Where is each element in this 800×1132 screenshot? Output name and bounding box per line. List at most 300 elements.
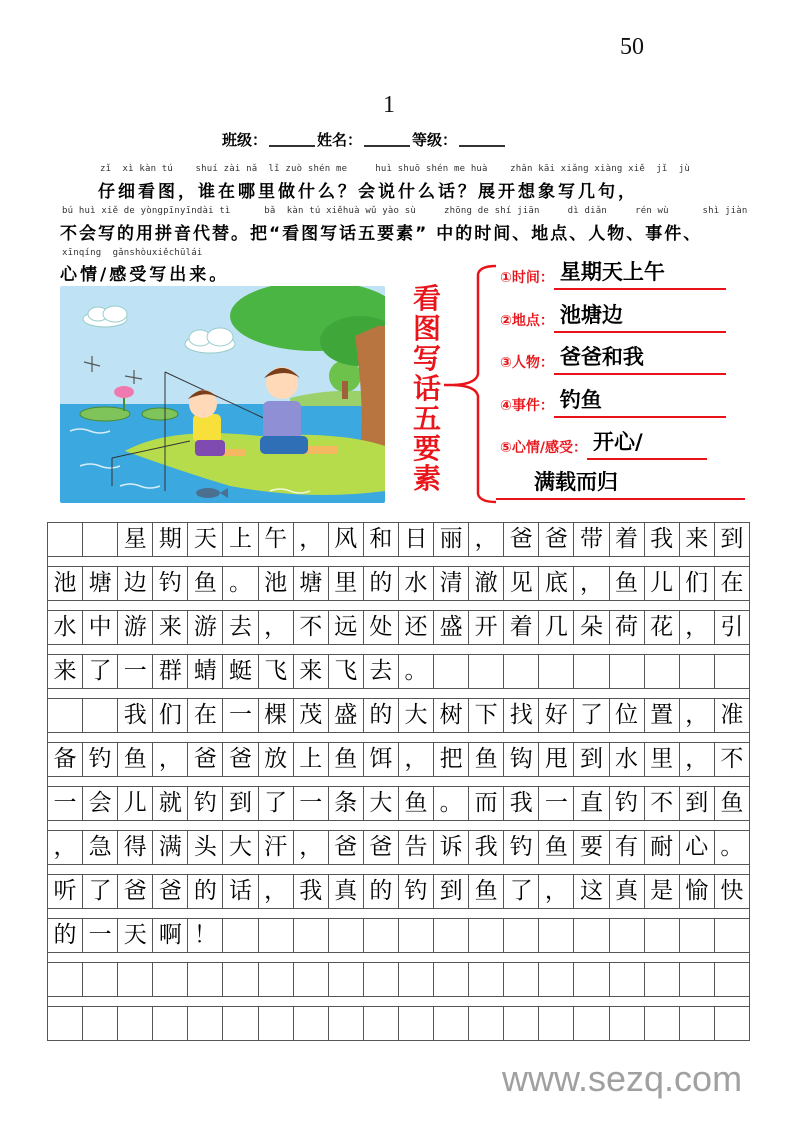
- grid-cell[interactable]: [714, 1007, 750, 1040]
- time-label: ①时间：: [500, 270, 554, 286]
- grid-cell[interactable]: 而: [468, 787, 503, 820]
- grid-cell[interactable]: 来: [293, 655, 328, 688]
- grid-row-gap: [47, 953, 750, 962]
- grid-cell[interactable]: [573, 1007, 608, 1040]
- grid-row: [47, 654, 750, 689]
- grid-cell[interactable]: 中: [82, 611, 117, 644]
- grid-cell[interactable]: 诉: [433, 831, 468, 864]
- grid-cell[interactable]: 日: [398, 523, 433, 556]
- grid-row: [47, 830, 750, 865]
- grid-cell[interactable]: [47, 699, 82, 732]
- grid-cell[interactable]: [222, 963, 257, 996]
- grid-cell[interactable]: ，: [293, 831, 328, 864]
- grid-cell[interactable]: [433, 655, 468, 688]
- event-label: ④事件：: [500, 398, 554, 414]
- grid-cell[interactable]: 儿: [117, 787, 152, 820]
- grid-cell[interactable]: 心: [679, 831, 714, 864]
- grid-cell[interactable]: [293, 919, 328, 952]
- grid-cell[interactable]: [538, 919, 573, 952]
- grade-blank[interactable]: [459, 144, 505, 147]
- grid-cell[interactable]: 和: [363, 523, 398, 556]
- grid-row-gap: [47, 645, 750, 654]
- grid-cell[interactable]: 快: [714, 875, 750, 908]
- grid-cell[interactable]: 置: [644, 699, 679, 732]
- grid-row-gap: [47, 909, 750, 918]
- element-event: [500, 386, 726, 418]
- grid-cell[interactable]: [644, 919, 679, 952]
- grid-cell[interactable]: 条: [328, 787, 363, 820]
- grid-cell[interactable]: [714, 919, 750, 952]
- grid-cell[interactable]: [468, 1007, 503, 1040]
- grid-cell[interactable]: 鱼: [714, 787, 750, 820]
- grid-cell[interactable]: ，: [293, 523, 328, 556]
- grid-cell[interactable]: 水: [398, 567, 433, 600]
- grid-cell[interactable]: 告: [398, 831, 433, 864]
- grid-cell[interactable]: 准: [714, 699, 750, 732]
- feeling-label: ⑤心情/感受：: [500, 440, 587, 456]
- grid-cell[interactable]: [503, 919, 538, 952]
- grid-cell[interactable]: 不: [293, 611, 328, 644]
- grid-cell[interactable]: 带: [573, 523, 608, 556]
- grid-cell[interactable]: 汗: [258, 831, 293, 864]
- grid-cell[interactable]: 一: [117, 655, 152, 688]
- grid-cell[interactable]: 棵: [258, 699, 293, 732]
- event-answer-line[interactable]: [554, 386, 726, 418]
- grid-cell[interactable]: 鱼: [609, 567, 644, 600]
- grid-cell[interactable]: 放: [258, 743, 293, 776]
- grid-cell[interactable]: 还: [398, 611, 433, 644]
- grid-cell[interactable]: 耐: [644, 831, 679, 864]
- grid-cell[interactable]: 就: [152, 787, 187, 820]
- grid-cell[interactable]: 儿: [644, 567, 679, 600]
- class-blank[interactable]: [269, 144, 315, 147]
- name-label: 姓名：: [317, 131, 363, 149]
- grid-cell[interactable]: [679, 963, 714, 996]
- grid-cell[interactable]: [468, 655, 503, 688]
- grid-cell[interactable]: 天: [187, 523, 222, 556]
- grid-cell[interactable]: [573, 655, 608, 688]
- grid-cell[interactable]: 鱼: [538, 831, 573, 864]
- grid-cell[interactable]: 鱼: [468, 743, 503, 776]
- grid-cell[interactable]: 。: [714, 831, 750, 864]
- grid-cell[interactable]: [433, 919, 468, 952]
- grid-cell[interactable]: 开: [468, 611, 503, 644]
- grid-cell[interactable]: [538, 655, 573, 688]
- grid-cell[interactable]: ，: [258, 875, 293, 908]
- grid-cell[interactable]: [398, 919, 433, 952]
- grid-cell[interactable]: 期: [152, 523, 187, 556]
- grid-cell[interactable]: 爸: [328, 831, 363, 864]
- grid-cell[interactable]: 一: [47, 787, 82, 820]
- grid-cell[interactable]: [468, 963, 503, 996]
- grid-cell[interactable]: 满: [152, 831, 187, 864]
- grid-cell[interactable]: [573, 963, 608, 996]
- grid-cell[interactable]: 塘: [293, 567, 328, 600]
- grid-cell[interactable]: [433, 963, 468, 996]
- grid-cell[interactable]: 游: [117, 611, 152, 644]
- grid-cell[interactable]: 急: [82, 831, 117, 864]
- grid-cell[interactable]: 钓: [82, 743, 117, 776]
- grid-cell[interactable]: 茂: [293, 699, 328, 732]
- grid-cell[interactable]: [679, 1007, 714, 1040]
- grid-row-gap: [47, 821, 750, 830]
- grid-cell[interactable]: [47, 523, 82, 556]
- grid-cell[interactable]: 有: [609, 831, 644, 864]
- watermark: www.sezq.com: [502, 1058, 743, 1099]
- grid-cell[interactable]: 着: [503, 611, 538, 644]
- grid-cell[interactable]: ，: [47, 831, 82, 864]
- grid-cell[interactable]: ，: [398, 743, 433, 776]
- grid-row-gap: [47, 997, 750, 1006]
- element-feeling-continued: [496, 468, 745, 500]
- grid-cell[interactable]: [82, 963, 117, 996]
- grid-cell[interactable]: ，: [468, 523, 503, 556]
- grid-cell[interactable]: 一: [82, 919, 117, 952]
- grid-cell[interactable]: 了: [258, 787, 293, 820]
- grid-cell[interactable]: ，: [573, 567, 608, 600]
- grid-cell[interactable]: [117, 1007, 152, 1040]
- fishing-illustration: [60, 286, 385, 503]
- grid-cell[interactable]: [714, 963, 750, 996]
- grid-cell[interactable]: 钓: [609, 787, 644, 820]
- feeling-answer-line-2[interactable]: [496, 468, 745, 500]
- grid-cell[interactable]: 群: [152, 655, 187, 688]
- grid-cell[interactable]: [328, 1007, 363, 1040]
- grid-cell[interactable]: 到: [573, 743, 608, 776]
- instruction-text-3: 心情/感受写出来。: [60, 265, 230, 285]
- grid-cell[interactable]: ，: [679, 699, 714, 732]
- grid-cell[interactable]: 几: [538, 611, 573, 644]
- grid-row: [47, 1006, 750, 1041]
- place-answer-line[interactable]: [554, 301, 726, 333]
- grid-cell[interactable]: 直: [573, 787, 608, 820]
- grid-cell[interactable]: [503, 655, 538, 688]
- page-number: 50: [620, 34, 644, 60]
- grid-cell[interactable]: 游: [187, 611, 222, 644]
- instruction-pinyin-1: zǐ xì kàn tú shuí zài nǎ lǐ zuò shén me huì shuō shén me huà zhǎn kāi xiǎng xiàng xiě jǐ jù: [100, 164, 690, 174]
- time-value: 星期天上午: [559, 260, 665, 284]
- grid-cell[interactable]: 鱼: [187, 567, 222, 600]
- event-value: 钓鱼: [559, 388, 602, 412]
- grid-cell[interactable]: [503, 1007, 538, 1040]
- grid-cell[interactable]: 们: [679, 567, 714, 600]
- grid-cell[interactable]: [679, 919, 714, 952]
- grid-cell[interactable]: [644, 1007, 679, 1040]
- grid-cell[interactable]: 愉: [679, 875, 714, 908]
- grid-cell[interactable]: [258, 919, 293, 952]
- grid-cell[interactable]: 到: [433, 875, 468, 908]
- grid-cell[interactable]: 边: [117, 567, 152, 600]
- grid-cell[interactable]: [152, 1007, 187, 1040]
- grid-cell[interactable]: [187, 963, 222, 996]
- grid-cell[interactable]: [538, 963, 573, 996]
- element-feeling: [500, 428, 707, 460]
- grid-cell[interactable]: 了: [503, 875, 538, 908]
- place-label: ②地点：: [500, 313, 554, 329]
- grid-cell[interactable]: [398, 1007, 433, 1040]
- title-char: 要: [412, 432, 441, 465]
- grid-cell[interactable]: 盛: [328, 699, 363, 732]
- grid-cell[interactable]: 爸: [117, 875, 152, 908]
- grid-cell[interactable]: ，: [152, 743, 187, 776]
- grid-cell[interactable]: 飞: [258, 655, 293, 688]
- instruction-pinyin-2: bú huì xiě de yòngpīnyīndài tì bǎ kàn tú xiěhuà wǔ yào sù zhōng de shí jiān dì diǎn rén wù shì jiàn: [62, 206, 748, 216]
- grid-cell[interactable]: [293, 1007, 328, 1040]
- grid-cell[interactable]: 到: [714, 523, 750, 556]
- grid-cell[interactable]: 星: [117, 523, 152, 556]
- place-value: 池塘边: [559, 303, 623, 327]
- grid-cell[interactable]: 鱼: [117, 743, 152, 776]
- grid-cell[interactable]: 爸: [538, 523, 573, 556]
- grid-cell[interactable]: ，: [258, 611, 293, 644]
- grid-cell[interactable]: 真: [609, 875, 644, 908]
- grid-cell[interactable]: 来: [679, 523, 714, 556]
- grid-cell[interactable]: 在: [187, 699, 222, 732]
- grid-cell[interactable]: 大: [222, 831, 257, 864]
- grid-cell[interactable]: 爸: [503, 523, 538, 556]
- grid-cell[interactable]: 饵: [363, 743, 398, 776]
- grid-cell[interactable]: [609, 655, 644, 688]
- feeling-value: 开心/: [592, 430, 643, 454]
- grid-cell[interactable]: 的: [187, 875, 222, 908]
- grid-cell[interactable]: [47, 963, 82, 996]
- grid-row-gap: [47, 689, 750, 698]
- people-label: ③人物：: [500, 355, 554, 371]
- grid-cell[interactable]: 我: [293, 875, 328, 908]
- grid-cell[interactable]: 要: [573, 831, 608, 864]
- grid-cell[interactable]: 着: [609, 523, 644, 556]
- people-answer-line[interactable]: [554, 343, 726, 375]
- grid-cell[interactable]: 天: [117, 919, 152, 952]
- class-label: 班级：: [222, 131, 268, 149]
- feeling-value-2: 满载而归: [534, 470, 618, 494]
- grid-cell[interactable]: [222, 919, 257, 952]
- grid-cell[interactable]: 到: [222, 787, 257, 820]
- grid-cell[interactable]: 爸: [187, 743, 222, 776]
- grid-cell[interactable]: 引: [714, 611, 750, 644]
- grid-cell[interactable]: [117, 963, 152, 996]
- grid-cell[interactable]: 一: [293, 787, 328, 820]
- grid-cell[interactable]: 是: [644, 875, 679, 908]
- grid-cell[interactable]: 把: [433, 743, 468, 776]
- grid-row: [47, 874, 750, 909]
- grid-cell[interactable]: [468, 919, 503, 952]
- grid-cell[interactable]: [363, 963, 398, 996]
- grid-cell[interactable]: [293, 963, 328, 996]
- grid-cell[interactable]: 在: [714, 567, 750, 600]
- grid-cell[interactable]: ！: [187, 919, 222, 952]
- grid-row: [47, 786, 750, 821]
- grid-cell[interactable]: 的: [363, 875, 398, 908]
- grid-cell[interactable]: 爸: [363, 831, 398, 864]
- grid-cell[interactable]: 不: [644, 787, 679, 820]
- grid-cell[interactable]: 啊: [152, 919, 187, 952]
- grid-cell[interactable]: 塘: [82, 567, 117, 600]
- grid-cell[interactable]: 处: [363, 611, 398, 644]
- grid-row-gap: [47, 557, 750, 566]
- grid-cell[interactable]: 找: [503, 699, 538, 732]
- grid-cell[interactable]: 甩: [538, 743, 573, 776]
- time-answer-line[interactable]: [554, 258, 726, 290]
- grid-cell[interactable]: 的: [363, 567, 398, 600]
- grid-cell[interactable]: [82, 523, 117, 556]
- grid-cell[interactable]: 蜓: [222, 655, 257, 688]
- grid-cell[interactable]: 来: [47, 655, 82, 688]
- grid-row: [47, 742, 750, 777]
- grid-row: [47, 918, 750, 953]
- grid-cell[interactable]: 会: [82, 787, 117, 820]
- grid-cell[interactable]: 水: [47, 611, 82, 644]
- grid-cell[interactable]: ，: [538, 875, 573, 908]
- grid-cell[interactable]: 真: [328, 875, 363, 908]
- grid-cell[interactable]: 到: [679, 787, 714, 820]
- grid-cell[interactable]: 了: [573, 699, 608, 732]
- grid-cell[interactable]: 爸: [152, 875, 187, 908]
- grid-cell[interactable]: 风: [328, 523, 363, 556]
- grid-cell[interactable]: 池: [47, 567, 82, 600]
- grid-row: [47, 566, 750, 601]
- grid-cell[interactable]: 澈: [468, 567, 503, 600]
- grid-cell[interactable]: 位: [609, 699, 644, 732]
- grid-cell[interactable]: 水: [609, 743, 644, 776]
- grid-cell[interactable]: 鱼: [468, 875, 503, 908]
- grid-cell[interactable]: 一: [538, 787, 573, 820]
- grid-cell[interactable]: ，: [679, 743, 714, 776]
- grid-cell[interactable]: 清: [433, 567, 468, 600]
- grid-cell[interactable]: 午: [258, 523, 293, 556]
- grid-row: [47, 522, 750, 557]
- grid-cell[interactable]: [398, 963, 433, 996]
- grid-cell[interactable]: 大: [363, 787, 398, 820]
- grid-cell[interactable]: [328, 919, 363, 952]
- grid-cell[interactable]: [609, 963, 644, 996]
- grid-cell[interactable]: 钓: [503, 831, 538, 864]
- grid-cell[interactable]: 荷: [609, 611, 644, 644]
- grid-cell[interactable]: [47, 1007, 82, 1040]
- grid-cell[interactable]: [82, 699, 117, 732]
- grid-cell[interactable]: 上: [222, 523, 257, 556]
- grid-cell[interactable]: 池: [258, 567, 293, 600]
- curly-brace-icon: [440, 262, 500, 511]
- grid-cell[interactable]: 我: [503, 787, 538, 820]
- grid-cell[interactable]: [503, 963, 538, 996]
- grid-row-gap: [47, 865, 750, 874]
- grid-cell[interactable]: [363, 919, 398, 952]
- grid-cell[interactable]: 我: [644, 523, 679, 556]
- grid-cell[interactable]: 一: [222, 699, 257, 732]
- grid-cell[interactable]: 丽: [433, 523, 468, 556]
- grid-cell[interactable]: 爸: [222, 743, 257, 776]
- grid-cell[interactable]: 。: [222, 567, 257, 600]
- element-place: [500, 301, 726, 333]
- grid-cell[interactable]: 不: [714, 743, 750, 776]
- grid-cell[interactable]: 朵: [573, 611, 608, 644]
- grid-cell[interactable]: [609, 1007, 644, 1040]
- grid-cell[interactable]: 钩: [503, 743, 538, 776]
- grid-cell[interactable]: 。: [398, 655, 433, 688]
- grid-cell[interactable]: 盛: [433, 611, 468, 644]
- grid-cell[interactable]: 大: [398, 699, 433, 732]
- grid-cell[interactable]: 好: [538, 699, 573, 732]
- element-people: [500, 343, 726, 375]
- feeling-answer-line[interactable]: [587, 428, 707, 460]
- grid-cell[interactable]: [82, 1007, 117, 1040]
- grid-cell[interactable]: 的: [47, 919, 82, 952]
- grid-cell[interactable]: 下: [468, 699, 503, 732]
- grid-cell[interactable]: [609, 919, 644, 952]
- grid-cell[interactable]: 听: [47, 875, 82, 908]
- instruction-text-1: 仔细看图，谁在哪里做什么？会说什么话？展开想象写几句，: [98, 182, 638, 202]
- grid-cell[interactable]: 鱼: [328, 743, 363, 776]
- grid-cell[interactable]: [363, 1007, 398, 1040]
- grid-cell[interactable]: 树: [433, 699, 468, 732]
- grid-cell[interactable]: 见: [503, 567, 538, 600]
- grid-cell[interactable]: 里: [328, 567, 363, 600]
- grid-cell[interactable]: 了: [82, 875, 117, 908]
- grid-cell[interactable]: [328, 963, 363, 996]
- grid-cell[interactable]: [187, 1007, 222, 1040]
- grid-cell[interactable]: 话: [222, 875, 257, 908]
- grid-cell[interactable]: 钓: [152, 567, 187, 600]
- grid-cell[interactable]: [258, 1007, 293, 1040]
- grid-cell[interactable]: 鱼: [398, 787, 433, 820]
- grid-cell[interactable]: [714, 655, 750, 688]
- grid-cell[interactable]: 飞: [328, 655, 363, 688]
- grid-cell[interactable]: [258, 963, 293, 996]
- grid-cell[interactable]: 钓: [187, 787, 222, 820]
- grid-cell[interactable]: [644, 655, 679, 688]
- grid-cell[interactable]: 头: [187, 831, 222, 864]
- student-info-row: [222, 129, 507, 150]
- grid-cell[interactable]: [433, 1007, 468, 1040]
- grid-cell[interactable]: 钓: [398, 875, 433, 908]
- grid-cell[interactable]: 了: [82, 655, 117, 688]
- grid-cell[interactable]: 里: [644, 743, 679, 776]
- grid-cell[interactable]: [222, 1007, 257, 1040]
- title-char: 素: [412, 462, 441, 495]
- grid-cell[interactable]: 们: [152, 699, 187, 732]
- title-char: 图: [412, 312, 441, 345]
- grid-cell[interactable]: 来: [152, 611, 187, 644]
- grid-cell[interactable]: 底: [538, 567, 573, 600]
- grid-cell[interactable]: 我: [117, 699, 152, 732]
- grid-cell[interactable]: 得: [117, 831, 152, 864]
- grid-cell[interactable]: 的: [363, 699, 398, 732]
- grid-cell[interactable]: 。: [433, 787, 468, 820]
- grid-cell[interactable]: 去: [363, 655, 398, 688]
- instruction-pinyin-3: xīnqíng gǎnshòuxiěchūlái: [62, 248, 203, 258]
- grid-cell[interactable]: [538, 1007, 573, 1040]
- grid-cell[interactable]: [679, 655, 714, 688]
- grid-cell[interactable]: [152, 963, 187, 996]
- grid-cell[interactable]: 上: [293, 743, 328, 776]
- grid-cell[interactable]: 蜻: [187, 655, 222, 688]
- grid-cell[interactable]: 花: [644, 611, 679, 644]
- grid-cell[interactable]: 去: [222, 611, 257, 644]
- grid-cell[interactable]: 我: [468, 831, 503, 864]
- lesson-number: 1: [383, 92, 395, 118]
- grid-cell[interactable]: [573, 919, 608, 952]
- grid-cell[interactable]: 备: [47, 743, 82, 776]
- grid-cell[interactable]: 远: [328, 611, 363, 644]
- grid-cell[interactable]: ，: [679, 611, 714, 644]
- grid-cell[interactable]: [644, 963, 679, 996]
- name-blank[interactable]: [364, 144, 410, 147]
- grid-cell[interactable]: 这: [573, 875, 608, 908]
- title-char: 话: [412, 372, 441, 405]
- grade-label: 等级：: [412, 131, 458, 149]
- element-time: [500, 258, 726, 290]
